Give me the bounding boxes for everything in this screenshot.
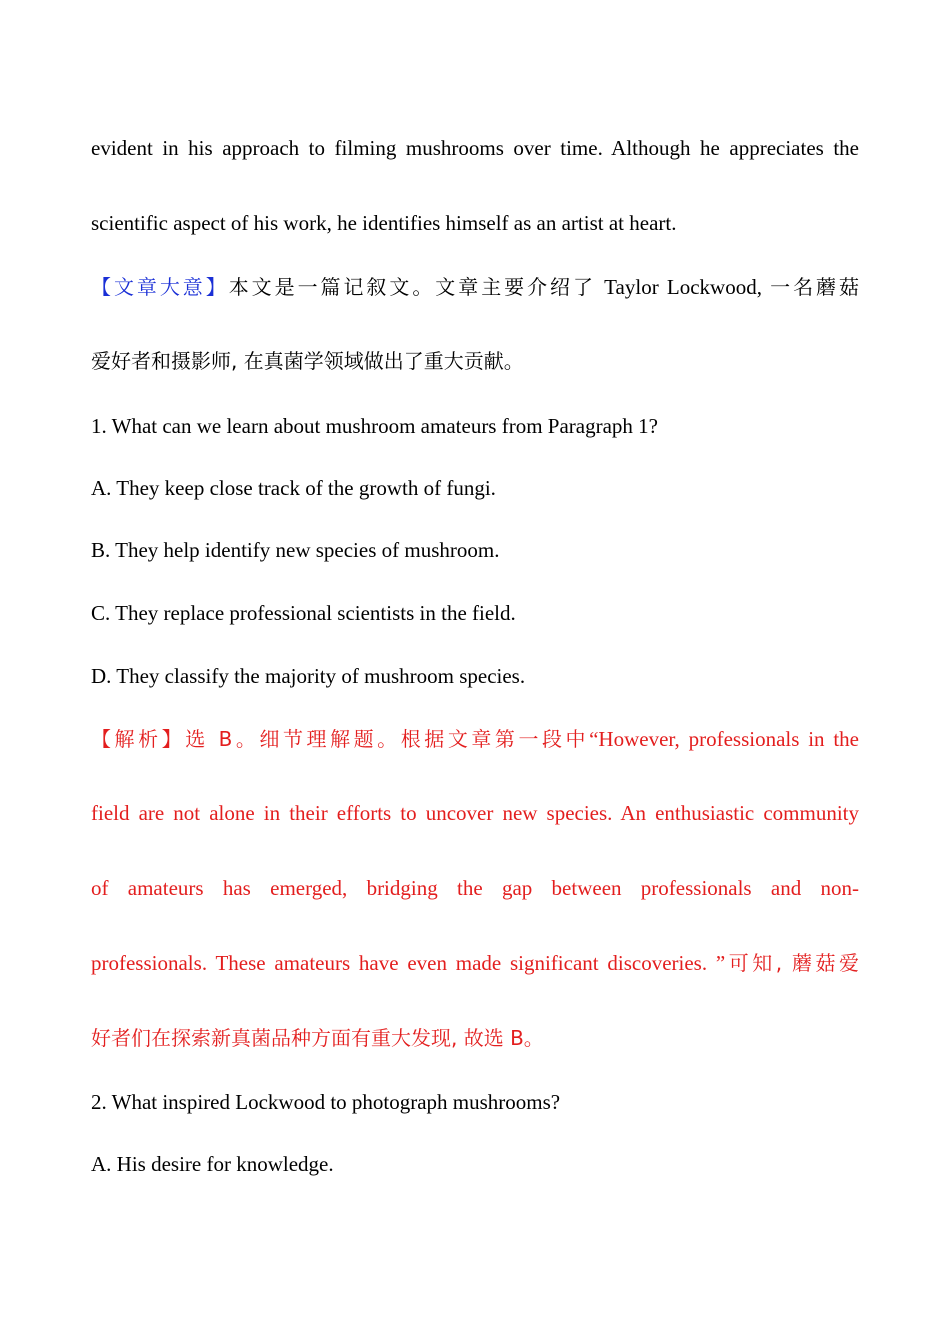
analysis-quote: “However, professionals in the: [589, 727, 859, 751]
option-a: A. His desire for knowledge.: [91, 1152, 334, 1176]
summary-line: 爱好者和摄影师, 在真菌学领域做出了重大贡献。: [91, 349, 524, 373]
summary-text: 一名蘑菇: [770, 275, 860, 299]
passage-line: scientific aspect of his work, he identifies himself as an artist at heart.: [91, 211, 677, 235]
option-d: D. They classify the majority of mushroom species.: [91, 664, 526, 688]
summary-tag: 【文章大意】: [91, 275, 229, 299]
analysis-line: field are not alone in their efforts to uncover new species. An enthusiastic community: [91, 801, 859, 825]
question-stem: 1. What can we learn about mushroom amateurs from Paragraph 1?: [91, 414, 658, 438]
analysis-line: 好者们在探索新真菌品种方面有重大发现, 故选 B。: [91, 1026, 544, 1050]
option-b: B. They help identify new species of mushroom.: [91, 538, 500, 562]
analysis-tag: 【解析】: [91, 727, 186, 751]
option-c: C. They replace professional scientists in the field.: [91, 601, 516, 625]
summary-text: 本文是一篇记叙文。文章主要介绍了: [228, 275, 596, 299]
option-a: A. They keep close track of the growth of fungi.: [91, 476, 496, 500]
analysis-line: [91, 948, 859, 978]
analysis-line: [91, 724, 859, 754]
passage-line: evident in his approach to filming mushrooms over time. Although he appreciates the: [91, 136, 859, 160]
summary-line: [91, 272, 859, 302]
analysis-line: of amateurs has emerged, bridging the gap between professionals and non-: [91, 876, 859, 900]
analysis-quote: professionals. These amateurs have even made significant discoveries. ”: [91, 951, 726, 975]
question-stem: 2. What inspired Lockwood to photograph mushrooms?: [91, 1090, 561, 1114]
analysis-text: 选 B。细节理解题。根据文章第一段中: [185, 727, 590, 751]
analysis-text: 可知, 蘑菇爱: [725, 951, 859, 975]
summary-name: Taylor Lockwood,: [595, 275, 771, 299]
